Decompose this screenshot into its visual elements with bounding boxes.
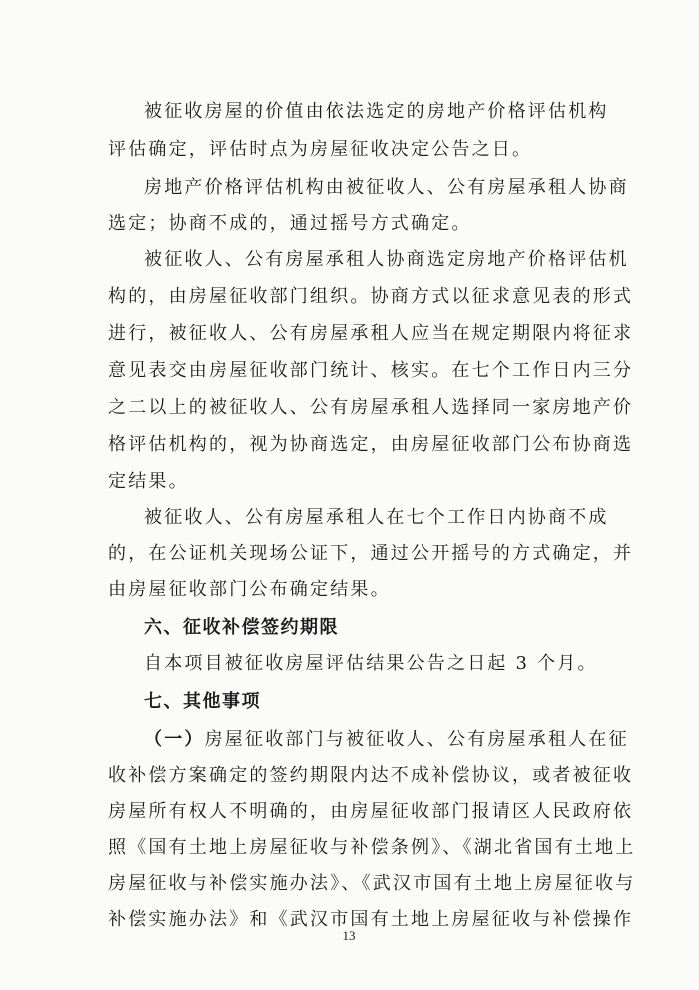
paragraph-3-line-1: 被征收人、公有房屋承租人协商选定房地产价格评估机 [144, 249, 629, 270]
paragraph-1-line-2: 评估确定，评估时点为房屋征收决定公告之日。 [108, 139, 533, 160]
item-one-line-5: 房屋征收与补偿实施办法》、《武汉市国有土地上房屋征收与 [108, 873, 636, 894]
page-number: 13 [342, 928, 356, 943]
paragraph-2-line-1: 房地产价格评估机构由被征收人、公有房屋承租人协商 [144, 177, 629, 198]
paragraph-3-line-2: 构的，由房屋征收部门组织。协商方式以征求意见表的形式 [108, 286, 634, 307]
paragraph-3-line-3: 进行，被征收人、公有房屋承租人应当在规定期限内将征求 [108, 323, 634, 344]
paragraph-3-line-7: 定结果。 [108, 471, 189, 492]
item-one-line-4: 照《国有土地上房屋征收与补偿条例》、《湖北省国有土地上 [108, 837, 636, 858]
paragraph-3-line-6: 格评估机构的，视为协商选定，由房屋征收部门公布协商选 [108, 434, 634, 455]
item-one-line-3: 房屋所有权人不明确的，由房屋征收部门报请区人民政府依 [108, 801, 634, 822]
item-one-marker: （一） [144, 729, 205, 750]
item-one-line-2: 收补偿方案确定的签约期限内达不成补偿协议，或者被征收 [108, 765, 634, 786]
paragraph-3-line-4: 意见表交由房屋征收部门统计、核实。在七个工作日内三分 [108, 360, 634, 381]
paragraph-2-line-2: 选定；协商不成的，通过摇号方式确定。 [108, 213, 472, 234]
paragraph-4-line-2: 的，在公证机关现场公证下，通过公开摇号的方式确定，并 [108, 543, 634, 564]
paragraph-4-line-1: 被征收人、公有房屋承租人在七个工作日内协商不成 [144, 507, 609, 528]
section-six-text: 自本项目被征收房屋评估结果公告之日起 3 个月。 [144, 653, 598, 674]
item-one-line-1 [144, 728, 629, 752]
paragraph-1-line-1: 被征收房屋的价值由依法选定的房地产价格评估机构 [144, 101, 609, 122]
paragraph-3-line-5: 之二以上的被征收人、公有房屋承租人选择同一家房地产价 [108, 397, 634, 418]
section-heading-six: 六、征收补偿签约期限 [144, 617, 339, 638]
paragraph-4-line-3: 由房屋征收部门公布确定结果。 [108, 579, 391, 600]
item-one-text: 房屋征收部门与被征收人、公有房屋承租人在征 [204, 729, 629, 750]
item-one-line-6: 补偿实施办法》和《武汉市国有土地上房屋征收与补偿操作 [108, 909, 634, 930]
section-heading-seven: 七、其他事项 [144, 691, 261, 712]
